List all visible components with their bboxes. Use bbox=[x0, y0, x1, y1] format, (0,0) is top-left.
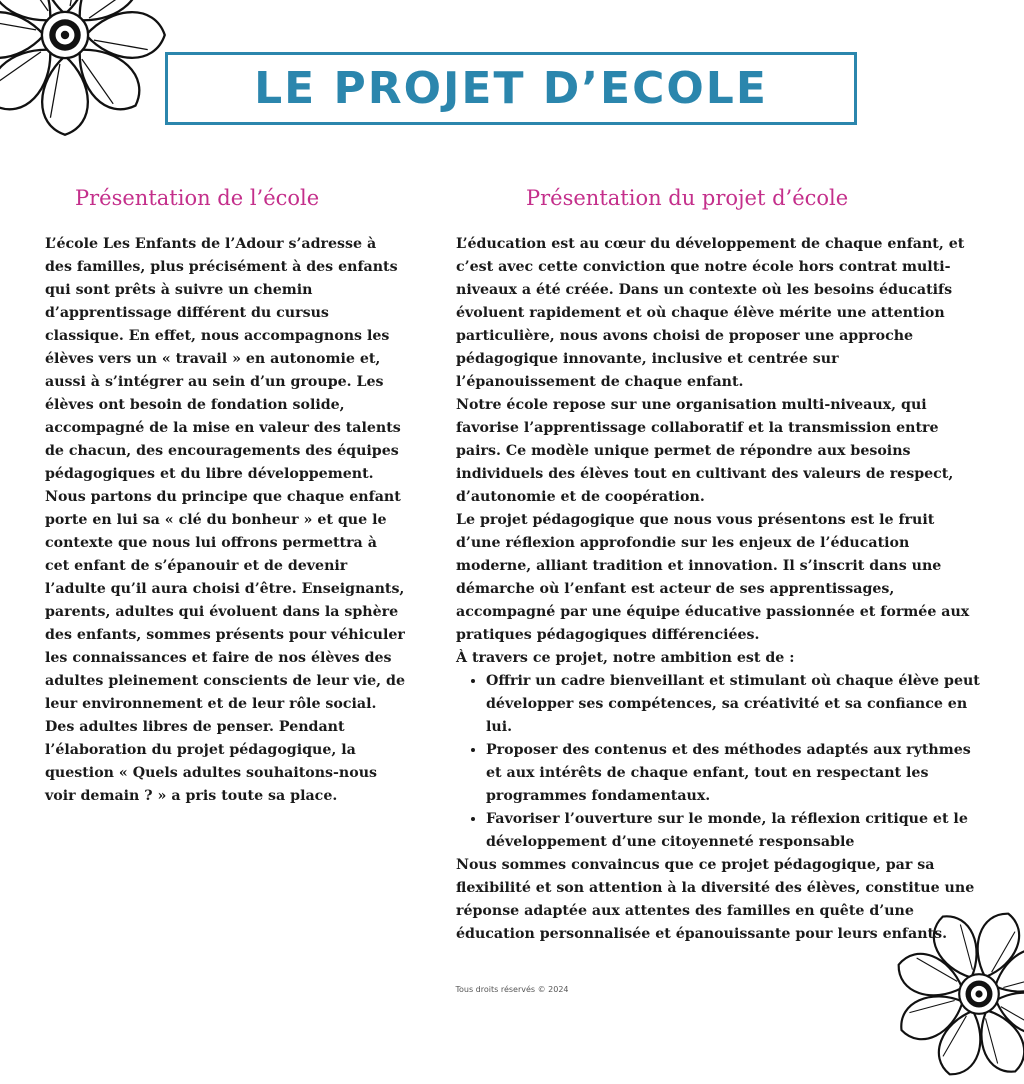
project-presentation-section bbox=[456, 233, 981, 946]
paragraph: Notre école repose sur une organisation multi-niveaux, qui favorise l’apprentissage collaboratif et la transmission entre pairs. Ce modèle unique permet de répondre aux besoins individuels des élèves tout en cultivant des valeurs de respect, d’autonomie et de coopération. bbox=[456, 397, 954, 505]
list-item: • Offrir un cadre bienveillant et stimulant où chaque élève peut développer ses compétences, sa créativité et sa confiance en lui. bbox=[486, 670, 981, 739]
ambition-list bbox=[456, 670, 981, 854]
school-presentation-section bbox=[45, 233, 405, 808]
list-item: • Favoriser l’ouverture sur le monde, la réflexion critique et le développement d’une citoyenneté responsable bbox=[486, 808, 981, 854]
title-box bbox=[165, 52, 857, 125]
paragraph: L’éducation est au cœur du développement de chaque enfant, et c’est avec cette conviction que notre école hors contrat multi-niveaux a été créée. Dans un contexte où les besoins éducatifs évoluent rapidement et où chaque élève mérite une attention particulière, nous avons choisi de proposer une approche pédagogique innovante, inclusive et centrée sur l’épanouissement de chaque enfant. bbox=[456, 236, 965, 390]
school-presentation-text: L’école Les Enfants de l’Adour s’adresse à des familles, plus précisément à des enfants qui sont prêts à suivre un chemin d’apprentissage différent du cursus classique. En effet, nous accompagnons les élèves vers un « travail » en autonomie et, aussi à s’intégrer au sein d’un groupe. Les élèves ont besoin de fondation solide, accompagné de la mise en valeur des talents de chacun, des encouragements des équipes pédagogiques et du libre développement. Nous partons du principe que chaque enfant porte en lui sa « clé du bonheur » et que le contexte que nous lui offrons permettra à cet enfant de s’épanouir et de devenir l’adulte qu’il aura choisi d’être. Enseignants, parents, adultes qui évoluent dans la sphère des enfants, sommes présents pour véhiculer les connaissances et faire de nos élèves des adultes pleinement conscients de leur vie, de leur environnement et de leur rôle social. Des adultes libres de penser. Pendant l’élaboration du projet pédagogique, la question « Quels adultes souhaitons-nous voir demain ? » a pris toute sa place. bbox=[45, 236, 406, 804]
flower-icon bbox=[0, 0, 170, 140]
conclusion-paragraph: Nous sommes convaincus que ce projet pédagogique, par sa flexibilité et son attention à la diversité des élèves, constitue une réponse adaptée aux attentes des familles en quête d’une éducation personnalisée et épanouissante pour leurs enfants. bbox=[456, 857, 975, 942]
school-presentation-heading: Présentation de l’école bbox=[75, 186, 320, 210]
paragraph: Le projet pédagogique que nous vous présentons est le fruit d’une réflexion approfondie sur les enjeux de l’éducation moderne, alliant tradition et innovation. Il s’inscrit dans une démarche où l’enfant est acteur de ses apprentissages, accompagné par une équipe éducative passionnée et formée aux pratiques pédagogiques différenciées. bbox=[456, 512, 970, 643]
project-presentation-heading: Présentation du projet d’école bbox=[526, 186, 849, 210]
list-item: • Proposer des contenus et des méthodes adaptés aux rythmes et aux intérêts de chaque enfant, tout en respectant les programmes fondamentaux. bbox=[486, 739, 981, 808]
page-title: LE PROJET D’ECOLE bbox=[254, 63, 768, 114]
paragraph: À travers ce projet, notre ambition est de : bbox=[456, 650, 795, 666]
copyright-footer: Tous droits réservés © 2024 bbox=[455, 985, 569, 994]
